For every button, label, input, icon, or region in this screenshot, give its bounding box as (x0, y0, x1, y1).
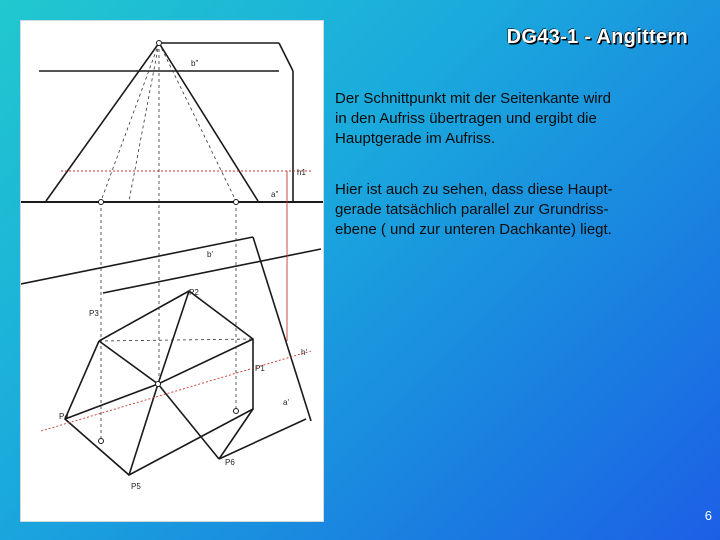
edge-apex-p1 (158, 339, 253, 384)
label-b2: b" (191, 59, 199, 68)
point-ground-right (234, 200, 239, 205)
label-h1: h1 (297, 168, 306, 177)
label-p3: P3 (89, 309, 99, 318)
label-b1: b' (207, 250, 213, 259)
label-p2: P2 (189, 288, 199, 297)
label-a2: a" (271, 190, 279, 199)
page-number: 6 (704, 508, 712, 523)
point-ground-left (99, 200, 104, 205)
edge-apex-p3 (99, 341, 158, 384)
dashed-edge-2 (129, 43, 159, 201)
dashed-edge-1 (101, 43, 159, 201)
point-plan-right (234, 409, 239, 414)
label-p6: P6 (225, 458, 235, 467)
pyramid-edge-right (159, 43, 258, 201)
plan-roof-right-edge (253, 237, 311, 421)
slide-title: DG43-1 - Angittern (506, 26, 688, 48)
label-p1: P1 (255, 364, 265, 373)
point-apex-elevation (157, 41, 162, 46)
paragraph-intersection: Der Schnittpunkt mit der Seitenkante wird in den Aufriss übertragen und ergibt die Hauptgerade im Aufriss. (335, 90, 611, 147)
point-plan-left (99, 439, 104, 444)
point-apex-plan (156, 382, 161, 387)
red-line-h-prime (41, 351, 311, 431)
label-p4: P4 (59, 412, 69, 421)
label-p5: P5 (131, 482, 141, 491)
edge-apex-p4 (65, 384, 158, 419)
construction-drawing (20, 20, 324, 522)
plan-roof-top-edge (21, 237, 253, 284)
edge-apex-p6 (158, 384, 219, 459)
dashed-chord (99, 339, 253, 341)
label-a1: a' (283, 398, 289, 407)
label-h-prime: h' (301, 348, 307, 357)
ridge-slope (279, 43, 293, 71)
pyramid-edge-left (46, 43, 159, 201)
paragraph-parallel: Hier ist auch zu sehen, dass diese Haupt- gerade tatsächlich parallel zur Grundriss- ebene ( und zur unteren Dachkante) liegt. (335, 181, 613, 238)
drawing-svg (21, 21, 323, 521)
